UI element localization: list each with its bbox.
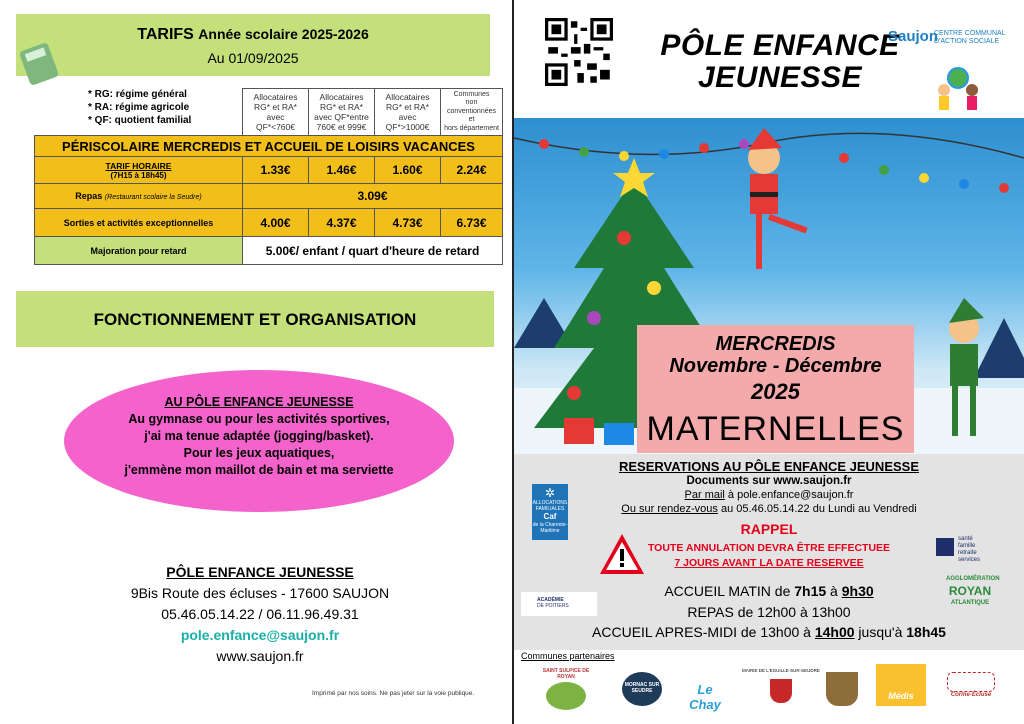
col-header-2: Allocataires RG* et RA* avec QF*entre 760€ et 999€ [309, 89, 375, 136]
price-cell: 4.00€ [243, 209, 309, 237]
academie-logo: ACADÉMIE DE POITIERS [521, 592, 597, 616]
footnote: Imprimé par nos soins. Ne pas jeter sur la voie publique. [312, 690, 475, 697]
event-year: 2025 [751, 379, 800, 404]
price-cell: 4.37€ [309, 209, 375, 237]
price-cell: 1.33€ [243, 157, 309, 184]
row-retard-label: Majoration pour retard [35, 237, 243, 265]
partner-logo: Le Chay [689, 682, 721, 712]
price-cell: 4.73€ [375, 209, 441, 237]
ellipse-text: AU PÔLE ENFANCE JEUNESSE Au gymnase ou pour les activités sportives, j'ai ma tenue adaptée (jogging/basket). Pour les jeux aquatiques, j'emmène mon maillot de bain et ma serviette [124, 395, 394, 477]
tarifs-table [34, 88, 503, 265]
event-audience: MATERNELLES [646, 410, 905, 448]
col-header-3: Allocataires RG* et RA* avec QF*>1000€ [375, 89, 441, 136]
communes-title: Communes partenaires [521, 651, 615, 661]
kids-globe-icon [930, 64, 986, 114]
retard-price: 5.00€/ enfant / quart d'heure de retard [243, 237, 503, 265]
rappel-title: RAPPEL [740, 521, 798, 537]
row-repas-label: Repas (Restaurant scolaire la Seudre) [35, 184, 243, 209]
event-days: MERCREDIS Novembre - Décembre [669, 333, 882, 377]
contact-email[interactable]: pole.enfance@saujon.fr [180, 627, 340, 643]
caf-logo: ✲ ALLOCATIONS FAMILIALES Caf de la Charente- Maritime [532, 484, 568, 540]
legend: * RG: régime général * RA: régime agricole * QF: quotient familial [88, 89, 192, 126]
contact-web[interactable]: www.saujon.fr [216, 648, 304, 664]
repas-price: 3.09€ [243, 184, 503, 209]
saujon-logo: Saujon [888, 28, 939, 45]
row-horaire-label: TARIF HORAIRE (7H15 à 18h45) [35, 157, 243, 184]
contact-block [100, 562, 420, 667]
tarifs-date: Au 01/09/2025 [207, 50, 299, 66]
tarifs-banner [16, 14, 490, 76]
contact-name: PÔLE ENFANCE JEUNESSE [166, 564, 354, 580]
sfs-logo: santé famille retraite services [944, 536, 980, 564]
partner-crest-icon [826, 672, 858, 706]
col-header-1: Allocataires RG* et RA* avec QF*<760€ [243, 89, 309, 136]
price-cell: 1.46€ [309, 157, 375, 184]
partner-logo: Médis [876, 664, 926, 706]
price-cell: 6.73€ [441, 209, 503, 237]
mail-line[interactable]: Par mail à pole.enfance@saujon.fr [684, 489, 854, 501]
reservations-title: RESERVATIONS AU PÔLE ENFANCE JEUNESSE [618, 459, 920, 474]
partner-logo: SAINT SULPICE DE ROYAN [534, 668, 598, 712]
contact-address: 9Bis Route des écluses - 17600 SAUJON [130, 585, 390, 601]
partner-logo: MORNAC SUR SEUDRE [622, 672, 662, 706]
ccas-label: CENTRE COMMUNAL D'ACTION SOCIALE [934, 30, 1006, 45]
partner-logo: Corme-Écluse [940, 672, 1002, 698]
row-sorties-label: Sorties et activités exceptionnelles [35, 209, 243, 237]
rdv-line: Ou sur rendez-vous au 05.46.05.14.22 du Lundi au Vendredi [621, 503, 917, 515]
tarifs-title: TARIFS Année scolaire 2025-2026 [137, 26, 369, 43]
accueil-apres-midi: ACCUEIL APRES-MIDI de 13h00 à 14h00 jusqu'à 18h45 [592, 624, 946, 640]
accueil-matin: ACCUEIL MATIN de 7h15 à 9h30 [664, 583, 874, 599]
partner-logo: MAIRIE DE L'EGUILLE-SUR-SEUDRE [740, 668, 822, 703]
price-cell: 1.60€ [375, 157, 441, 184]
col-header-4: Communes non conventionnées et hors département [441, 89, 503, 136]
docs-line[interactable]: Documents sur www.saujon.fr [686, 475, 852, 487]
main-title: PÔLE ENFANCE JEUNESSE [660, 29, 900, 94]
agglo-royan-logo: AGGLOMÉRATION ROYAN ATLANTIQUE [946, 576, 1000, 606]
contact-phones: 05.46.05.14.22 / 06.11.96.49.31 [161, 606, 359, 622]
fonctionnement-title: FONCTIONNEMENT ET ORGANISATION [93, 310, 417, 329]
price-cell: 2.24€ [441, 157, 503, 184]
qr-code-icon[interactable] [545, 18, 613, 86]
annulation-text: TOUTE ANNULATION DEVRA ÊTRE EFFECTUEE 7 JOURS AVANT LA DATE RESERVEE [647, 542, 891, 569]
repas-horaire: REPAS de 12h00 à 13h00 [687, 604, 851, 620]
section-title: PÉRISCOLAIRE MERCREDIS ET ACCUEIL DE LOISIRS VACANCES [35, 136, 503, 157]
